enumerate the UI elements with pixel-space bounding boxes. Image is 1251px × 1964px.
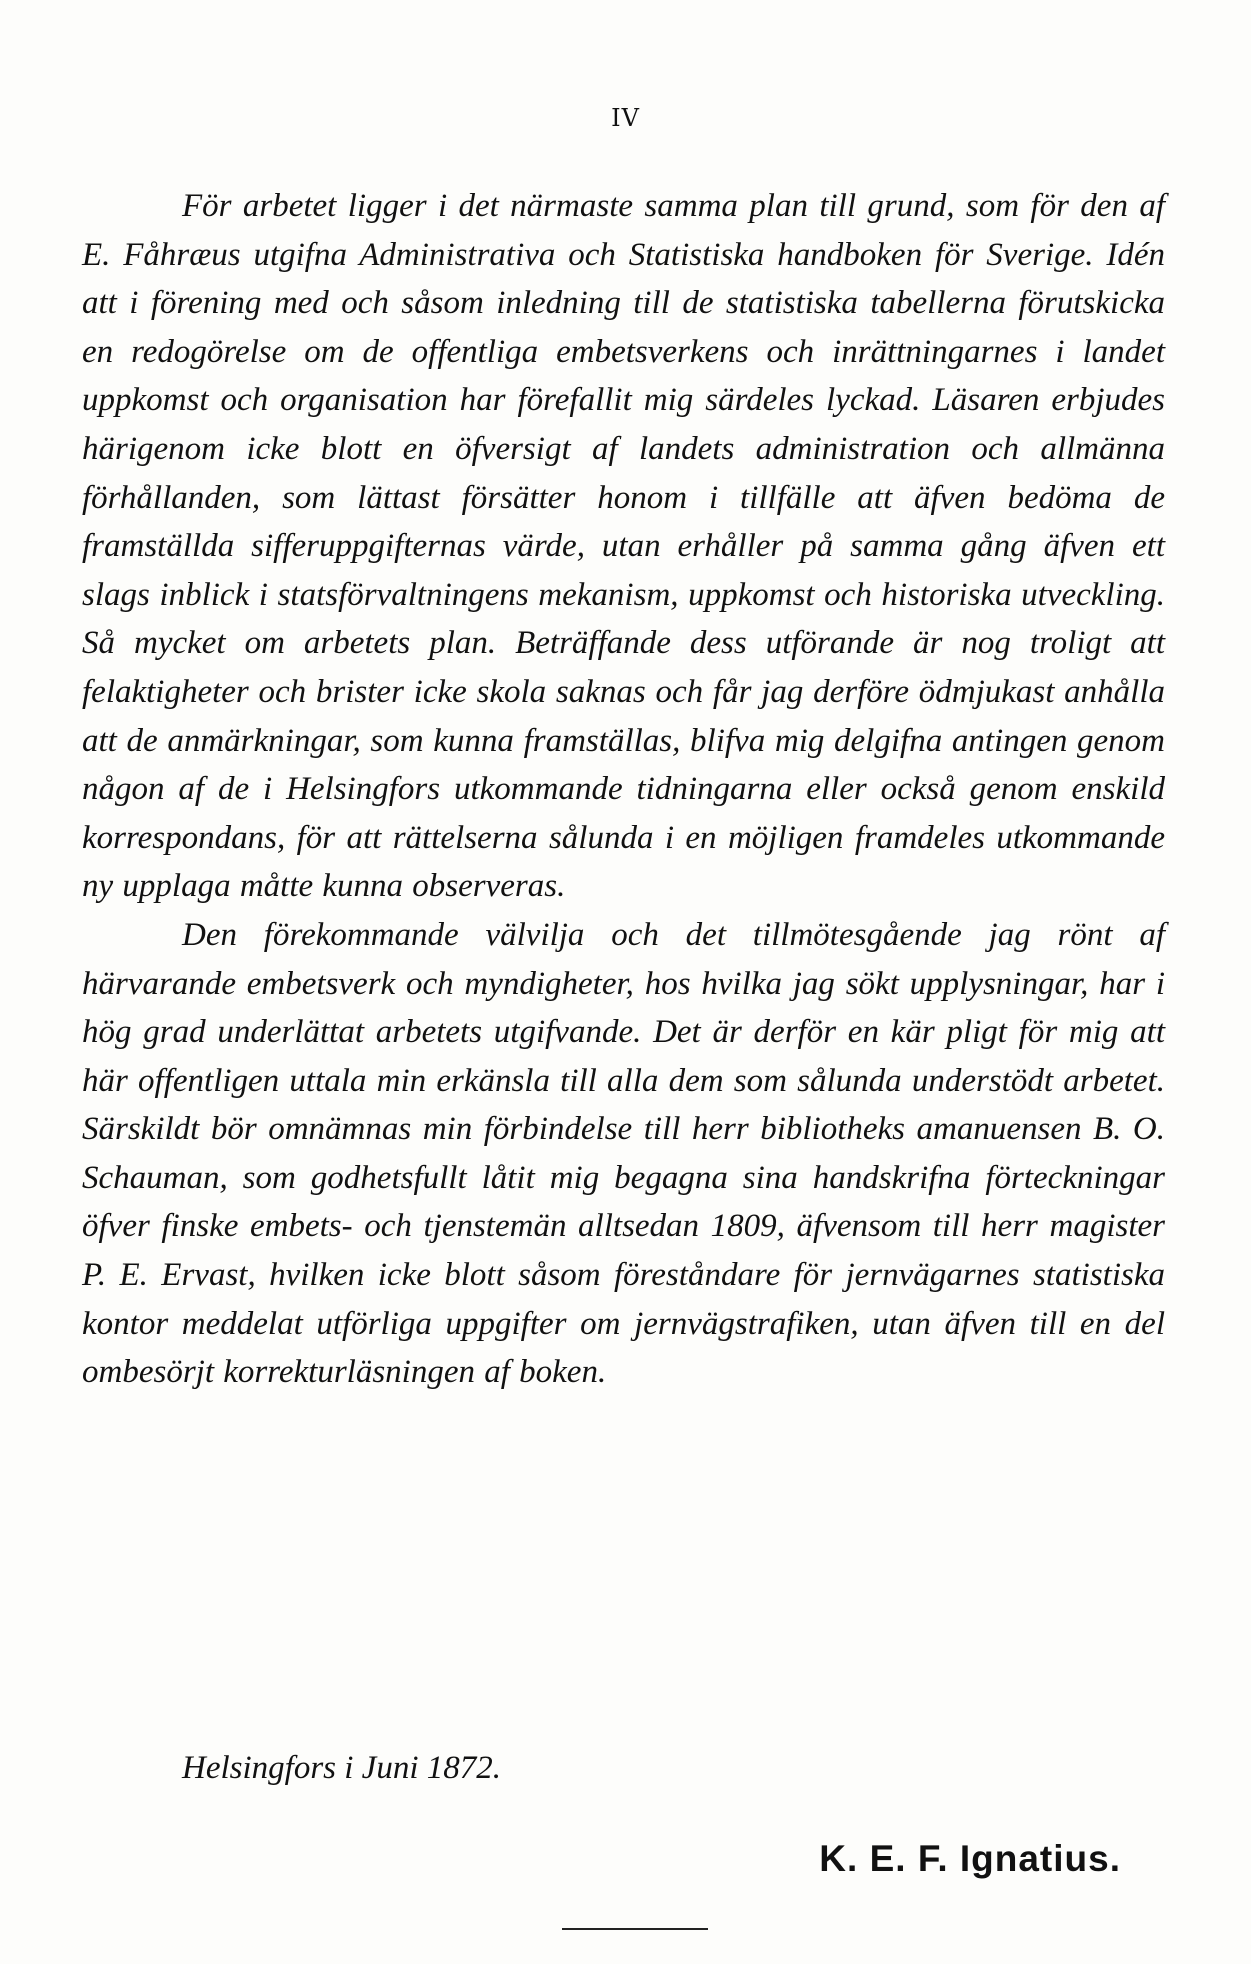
- paragraph-acknowledgements: Den förekommande välvilja och det tillmötesgående jag rönt af härvarande embetsverk och myndigheter, hos hvilka jag sökt upplysningar, har i hög grad underlättat arbetets utgifvande. Det är derför en kär pligt för mig att här offentligen uttala min erkänsla till alla dem som sålunda understödt arbetet. Särskildt bör omnämnas min förbindelse till herr bibliotheks amanuensen B. O. Schauman, som godhetsfullt låtit mig begagna sina handskrifna förteckningar öfver finske embets- och tjenstemän alltsedan 1809, äfvensom till herr magister P. E. Ervast, hvilken icke blott såsom föreståndare för jernvägarnes statistiska kontor meddelat utförliga uppgifter om jernvägstrafiken, utan äfven till en del ombesörjt korrekturläsningen af boken.: [82, 916, 1165, 1391]
- end-rule: [562, 1928, 708, 1930]
- paragraph-plan: För arbetet ligger i det närmaste samma plan till grund, som för den af E. Fåhræus utgifna Administrativa och Statistiska handboken för Sverige. Idén att i förening med och såsom inledning till de statistiska tabellerna förutskicka en redogörelse om de offentliga embetsverkens och inrättningarnes i landet uppkomst och organisation har förefallit mig särdeles lyckad. Läsaren erbjudes härigenom icke blott en öfversigt af landets administration och allmänna förhållanden, som lättast försätter honom i tillfälle att äfven bedöma de framställda sifferuppgifternas värde, utan erhåller på samma gång äfven ett slags inblick i statsförvaltningens mekanism, uppkomst och historiska utveckling. Så mycket om arbetets plan. Beträffande dess utförande är nog troligt att felaktigheter och brister icke skola saknas och får jag derföre ödmjukast anhålla att de anmärkningar, som kunna framställas, blifva mig delgifna antingen genom någon af de i Helsingfors utkommande tidningarna eller också genom enskild korrespondans, för att rättelserna sålunda i en möjligen framdeles utkommande ny upplaga måtte kunna observeras.: [82, 188, 1165, 905]
- author-signature: K. E. F. Ignatius.: [819, 1838, 1121, 1879]
- page-number: IV: [611, 104, 640, 132]
- preface-body: [82, 182, 1165, 1397]
- place-date: Helsingfors i Juni 1872.: [182, 1750, 501, 1786]
